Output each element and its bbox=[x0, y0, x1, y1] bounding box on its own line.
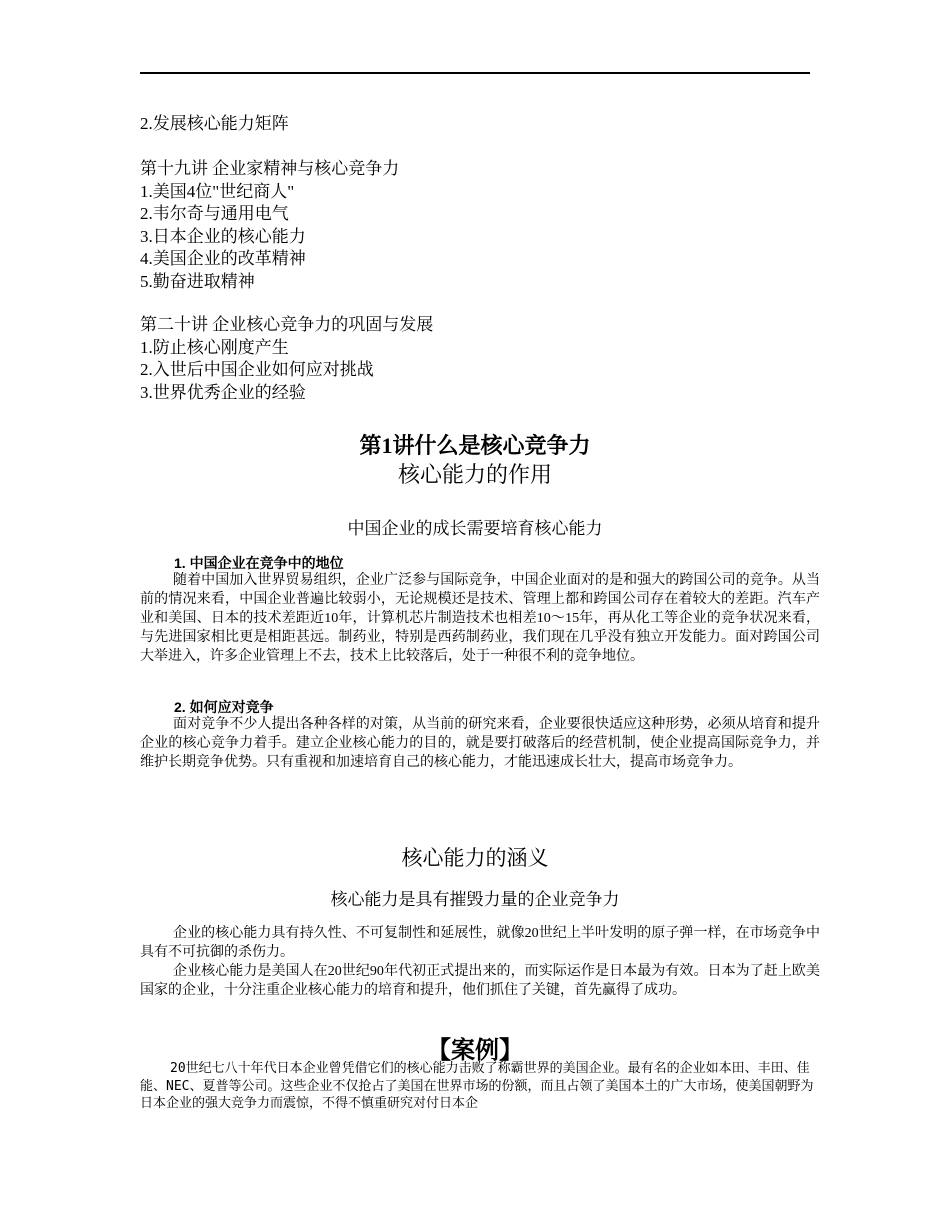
section-2-title: 2. 如何应对竞争 bbox=[174, 699, 274, 715]
toc-item: 2.发展核心能力矩阵 bbox=[140, 114, 289, 133]
case-paragraph: 20世纪七八十年代日本企业曾凭借它们的核心能力击败了称霸世界的美国企业。最有名的企业如本田、丰田、佳能、NEC、夏普等公司。这些企业不仅抢占了美国在世界市场的份额，而且占领了美国本土的广大市场，使美国朝野为日本企业的强大竞争力而震惊，不得不慎重研究对付日本企 bbox=[140, 1061, 814, 1111]
lecture-20-title: 第二十讲 企业核心竞争力的巩固与发展 bbox=[140, 315, 434, 334]
lecture-19-block bbox=[140, 158, 399, 293]
toc-item: 1.美国4位"世纪商人" bbox=[140, 181, 295, 201]
section-heading: 中国企业的成长需要培育核心能力 bbox=[347, 519, 603, 538]
section-1-paragraph: 随着中国加入世界贸易组织，企业广泛参与国际竞争，中国企业面对的是和强大的跨国公司的竞争。从当前的情况来看，中国企业普遍比较弱小，无论规模还是技术、管理上都和跨国公司存在着较大的差距。汽车产业和美国、日本的技术差距近10年，计算机芯片制造技术也相差10～15年，再从化工等企业的竞争状况来看，与先进国家相比更是相距甚远。制药业，特别是西药制药业，我们现在几乎没有独立开发能力。面对跨国公司大举进入，许多企业管理上不去，技术上比较落后，处于一种很不利的竞争地位。 bbox=[140, 573, 820, 664]
section-2-paragraph: 面对竞争不少人提出各种各样的对策，从当前的研究来看，企业要很快适应这种形势，必须从培育和提升企业的核心竞争力着手。建立企业核心能力的目的，就是要打破落后的经营机制，使企业提高国际竞争力，并维护长期竞争优势。只有重视和加速培育自己的核心能力，才能迅速成长壮大，提高市场竞争力。 bbox=[140, 717, 820, 770]
toc-item: 1.防止核心刚度产生 bbox=[140, 337, 289, 357]
chapter-subtitle: 核心能力的作用 bbox=[397, 462, 552, 487]
toc-item: 2.韦尔奇与通用电气 bbox=[140, 204, 289, 223]
toc-item: 3.世界优秀企业的经验 bbox=[140, 382, 306, 402]
toc-item: 3.日本企业的核心能力 bbox=[140, 226, 306, 246]
header-rule bbox=[140, 72, 810, 74]
toc-item: 5.勤奋进取精神 bbox=[140, 271, 255, 291]
chapter-title bbox=[140, 432, 810, 460]
section-1-title: 1. 中国企业在竞争中的地位 bbox=[174, 555, 344, 571]
meaning-paragraph-2: 企业核心能力是美国人在20世纪90年代初正式提出来的，而实际运作是日本最为有效。日本为了赶上欧美国家的企业，十分注重企业核心能力的培育和提升，他们抓住了关键，首先赢得了成功。 bbox=[140, 964, 820, 998]
toc-item: 4.美国企业的改革精神 bbox=[140, 249, 306, 268]
meaning-paragraph-1: 企业的核心能力具有持久性、不可复制性和延展性，就像20世纪上半叶发明的原子弹一样，在市场竞争中具有不可抗御的杀伤力。 bbox=[140, 926, 820, 960]
meaning-subtitle: 核心能力是具有摧毁力量的企业竞争力 bbox=[330, 890, 620, 909]
toc-item: 2.入世后中国企业如何应对挑战 bbox=[140, 360, 374, 379]
lecture-20-block bbox=[140, 314, 433, 404]
chapter-title-text: 第1讲什么是核心竞争力 bbox=[359, 433, 591, 458]
case-title: 【案例】 bbox=[427, 1036, 523, 1064]
meaning-title: 核心能力的涵义 bbox=[401, 847, 549, 870]
lecture-19-title: 第十九讲 企业家精神与核心竞争力 bbox=[140, 159, 400, 178]
